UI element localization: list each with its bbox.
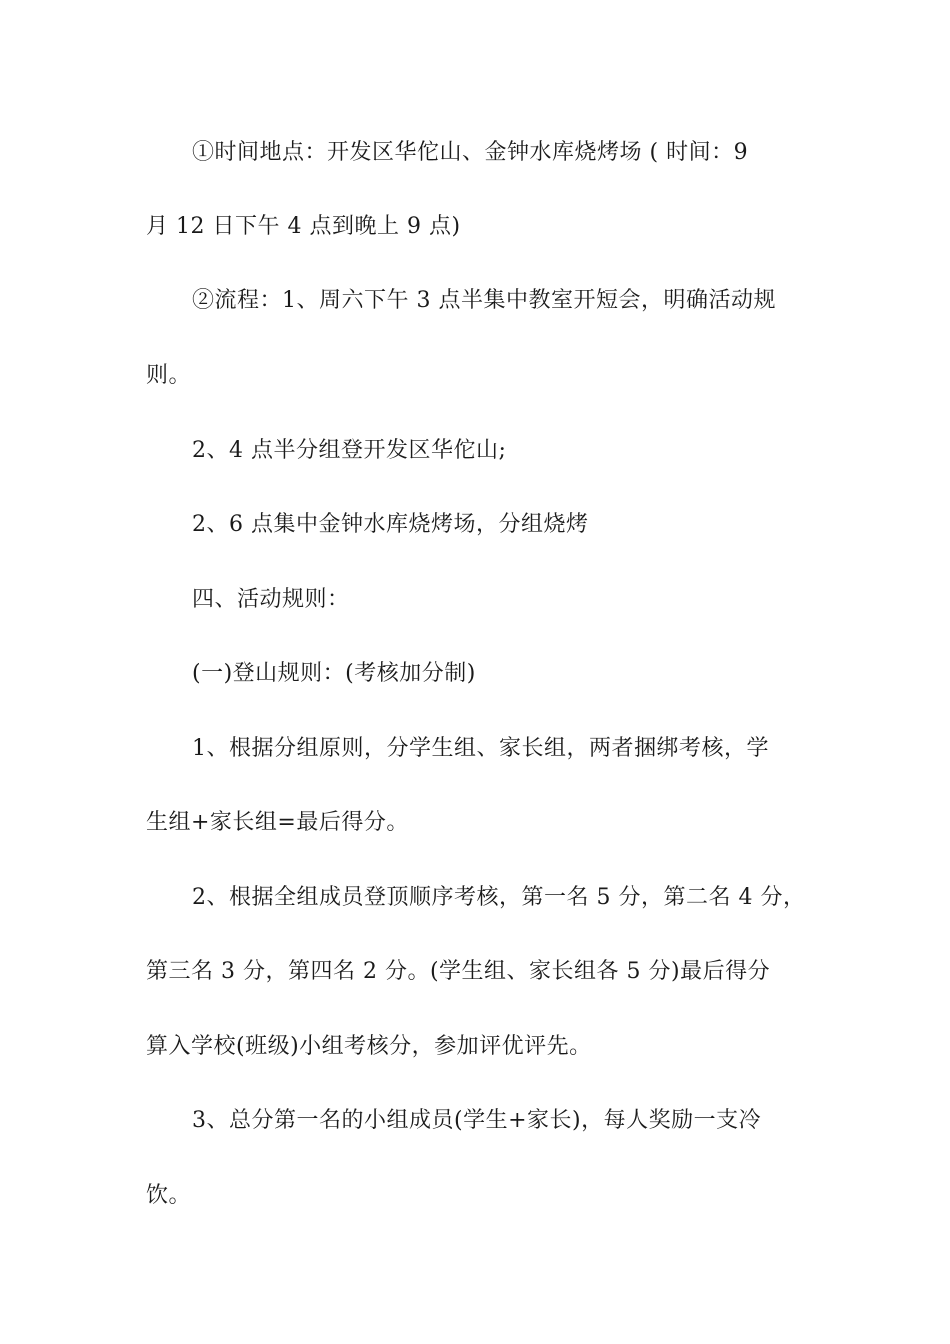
rule-1-cont: 生组+家长组=最后得分。 <box>146 810 409 835</box>
rule-1: 1、根据分组原则，分学生组、家长组，两者捆绑考核，学 <box>192 736 769 761</box>
paragraph-process-cont: 则。 <box>146 363 192 388</box>
paragraph-time-location: ①时间地点：开发区华佗山、金钟水库烧烤场 ( 时间：9 <box>192 140 749 165</box>
rule-2-cont-2: 算入学校(班级)小组考核分，参加评优评先。 <box>146 1034 592 1059</box>
rule-2: 2、根据全组成员登顶顺序考核，第一名 5 分，第二名 4 分， <box>192 885 806 910</box>
paragraph-time-location-cont: 月 12 日下午 4 点到晚上 9 点) <box>146 214 461 239</box>
process-step-2: 2、4 点半分组登开发区华佗山; <box>192 438 507 463</box>
rule-3: 3、总分第一名的小组成员(学生+家长)，每人奖励一支冷 <box>192 1108 762 1133</box>
rule-3-cont: 饮。 <box>146 1183 192 1208</box>
paragraph-process: ②流程：1、周六下午 3 点半集中教室开短会，明确活动规 <box>192 288 776 313</box>
subsection-heading-climbing: (一)登山规则：(考核加分制) <box>192 661 476 686</box>
section-heading-rules: 四、活动规则： <box>192 587 350 612</box>
process-step-3: 2、6 点集中金钟水库烧烤场，分组烧烤 <box>192 512 589 537</box>
rule-2-cont-1: 第三名 3 分，第四名 2 分。(学生组、家长组各 5 分)最后得分 <box>146 959 771 984</box>
